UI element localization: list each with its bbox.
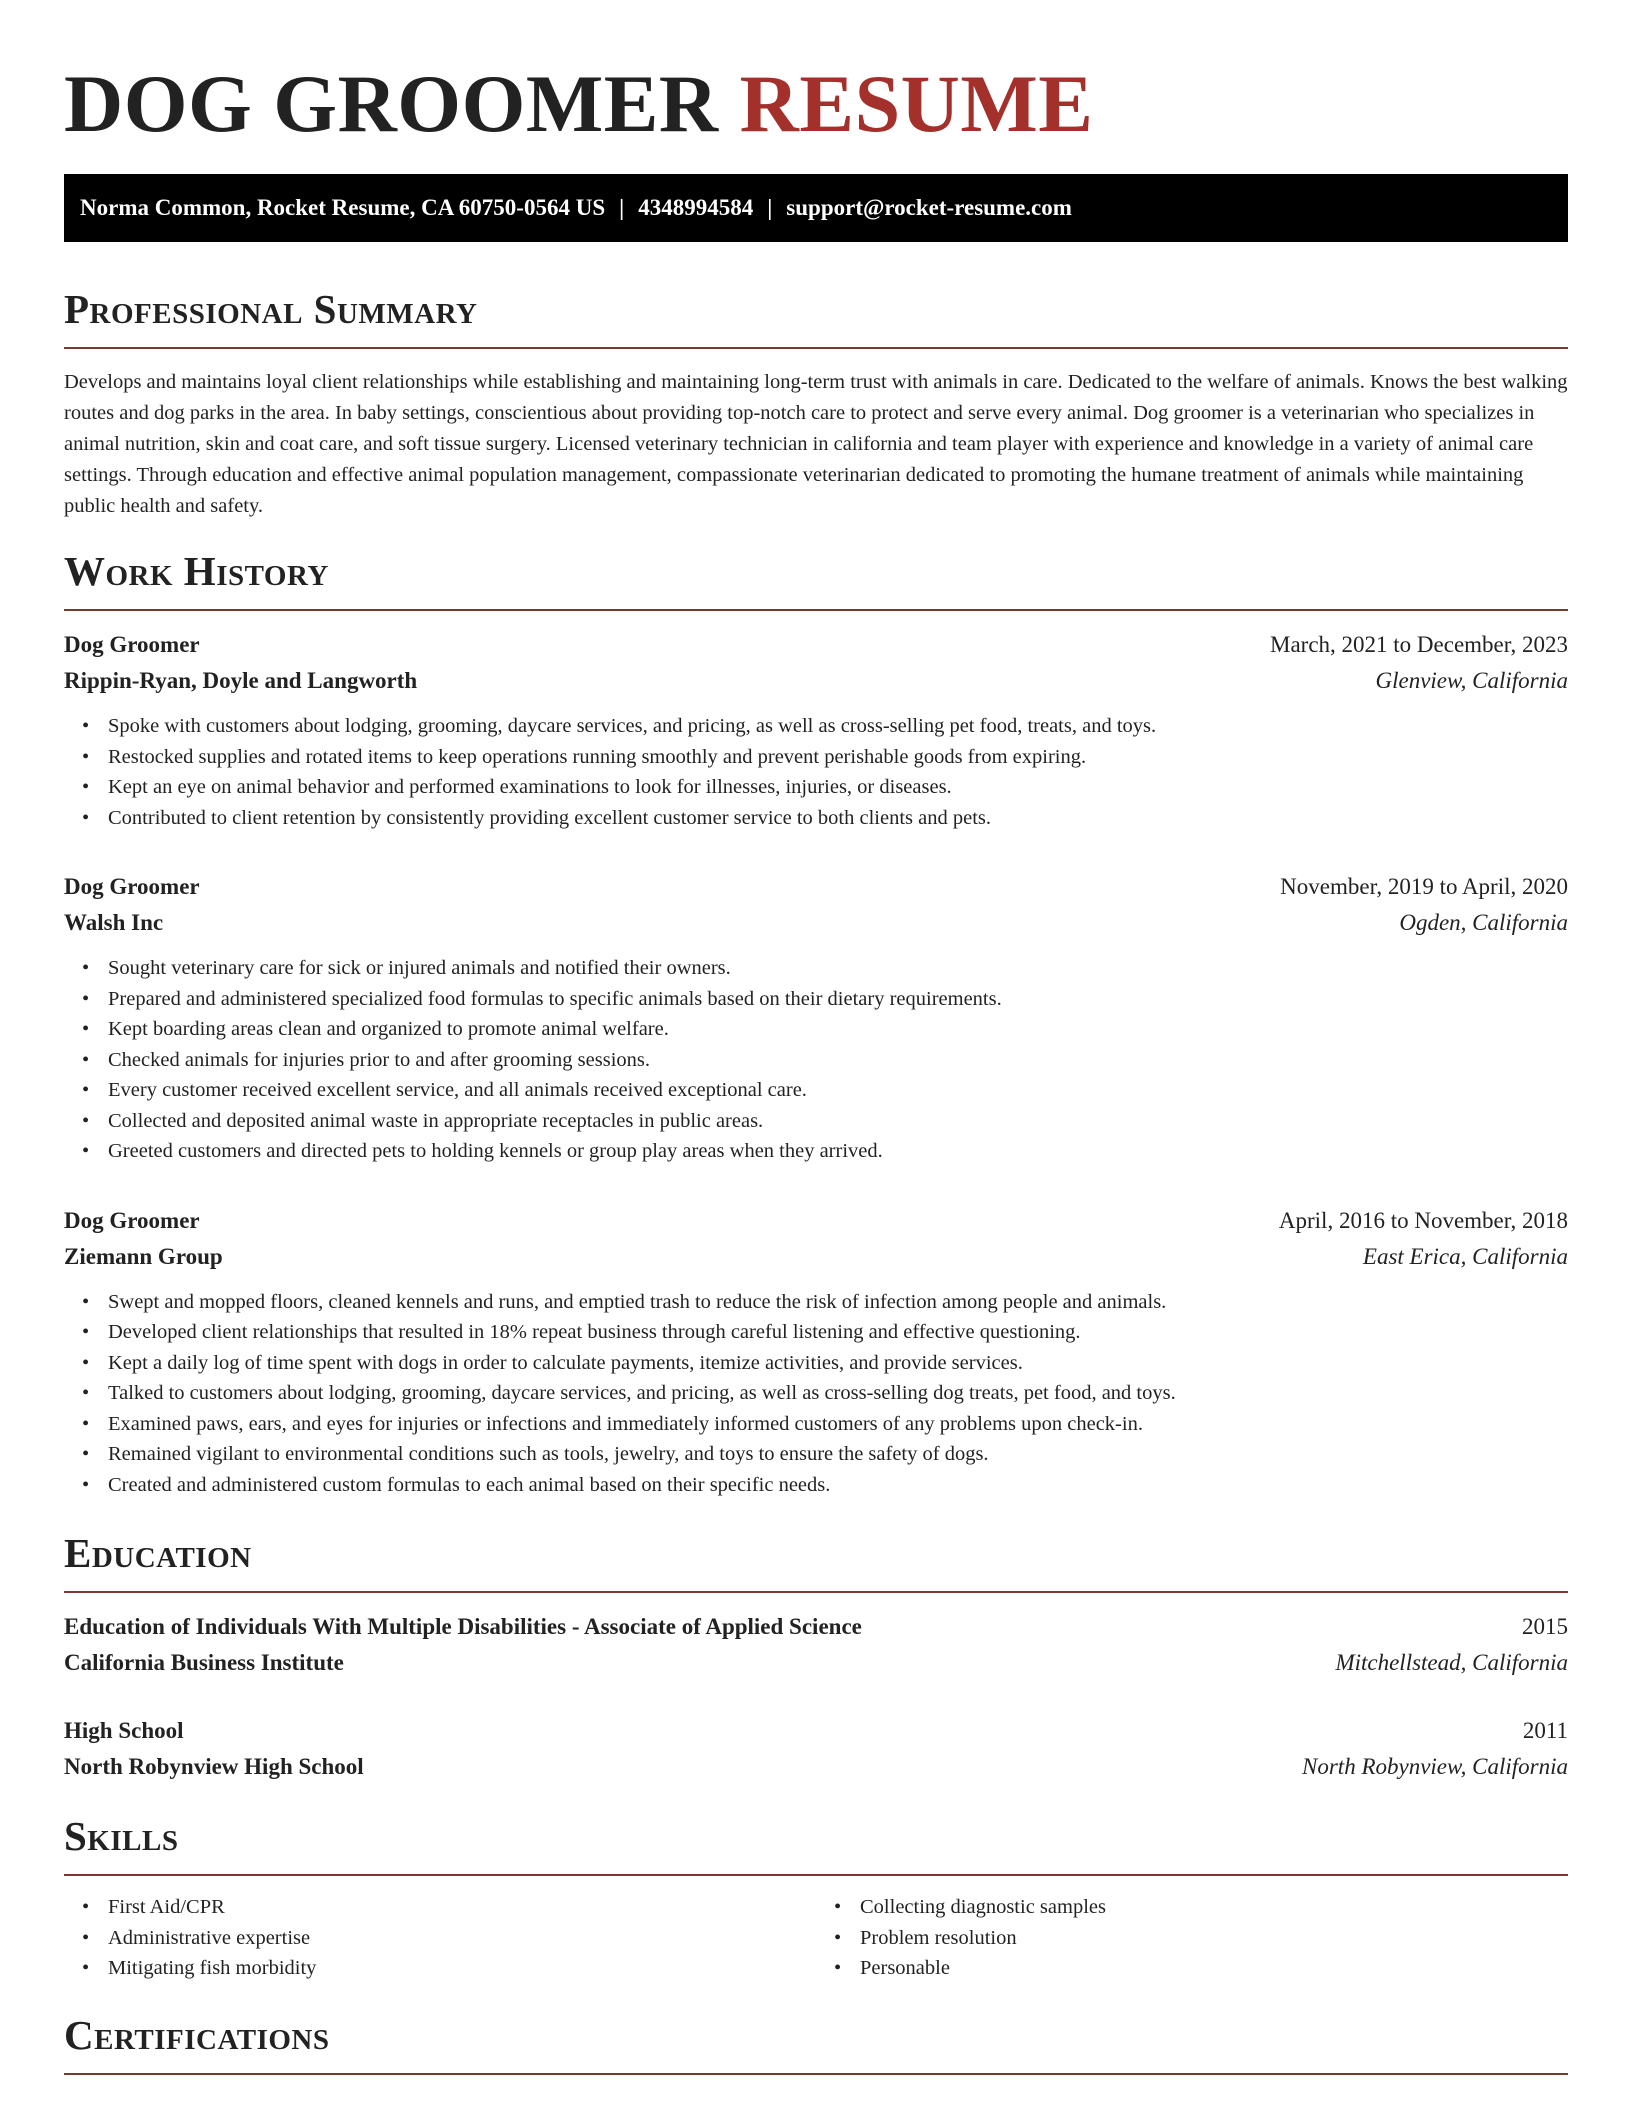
skills-columns xyxy=(64,1892,1568,1984)
contact-address: Norma Common, Rocket Resume, CA 60750-0564 US xyxy=(80,195,606,220)
job-bullet: • Swept and mopped floors, cleaned kennels and runs, and emptied trash to reduce the risk of infection among people and animals. xyxy=(108,1287,1568,1318)
title-main: DOG GROOMER xyxy=(64,58,719,149)
job-bullet: • Developed client relationships that resulted in 18% repeat business through careful listening and effective questioning. xyxy=(108,1317,1568,1348)
job-title: Dog Groomer xyxy=(64,632,200,657)
section-heading-summary: Professional Summary xyxy=(64,286,478,332)
job-bullet: • Restocked supplies and rotated items to keep operations running smoothly and prevent perishable goods from expiring. xyxy=(108,742,1568,773)
job-bullet: • Sought veterinary care for sick or injured animals and notified their owners. xyxy=(108,953,1568,984)
job-location: East Erica, California xyxy=(1362,1243,1568,1269)
section-heading-skills: Skills xyxy=(64,1813,179,1859)
title-accent: RESUME xyxy=(739,58,1094,149)
education-location: Mitchellstead, California xyxy=(1335,1650,1568,1675)
education-school: California Business Institute xyxy=(64,1650,344,1675)
education-degree: Education of Individuals With Multiple Disabilities - Associate of Applied Science xyxy=(64,1614,862,1639)
summary-text: Develops and maintains loyal client relationships while establishing and maintaining long-term trust with animals in care. Dedicated to the welfare of animals. Knows the best walking routes and dog parks in the area. In baby settings, conscientious about providing top-notch care to protect and serve every animal. Dog groomer is a veterinarian who specializes in animal nutrition, skin and coat care, and soft tissue surgery. Licensed veterinary technician in california and team player with experience and knowledge in a variety of animal care settings. Through education and effective animal population management, compassionate veterinarian dedicated to promoting the humane treatment of animals while maintaining public health and safety. xyxy=(64,371,1568,517)
job-header-row xyxy=(64,627,1568,663)
education-section xyxy=(64,1528,1568,1785)
education-year: 2011 xyxy=(1522,1718,1568,1743)
job-entry xyxy=(64,1203,1568,1501)
job-bullet: • Kept an eye on animal behavior and performed examinations to look for illnesses, injuries, or diseases. xyxy=(108,772,1568,803)
job-bullet: • Greeted customers and directed pets to holding kennels or group play areas when they arrived. xyxy=(108,1136,1568,1167)
work-history-section xyxy=(64,546,1568,1500)
job-entry xyxy=(64,869,1568,1167)
job-header-row xyxy=(64,1203,1568,1239)
contact-separator: | xyxy=(619,195,625,220)
job-title: Dog Groomer xyxy=(64,874,200,899)
job-company-row xyxy=(64,905,1568,941)
contact-separator: | xyxy=(767,195,773,220)
education-header-row xyxy=(64,1609,1568,1645)
section-divider xyxy=(64,1591,1568,1593)
job-bullet: • Collected and deposited animal waste in appropriate receptacles in public areas. xyxy=(108,1106,1568,1137)
job-bullets xyxy=(64,1287,1568,1501)
job-company: Rippin-Ryan, Doyle and Langworth xyxy=(64,668,418,693)
job-bullet: • Talked to customers about lodging, grooming, daycare services, and pricing, as well as cross-selling dog treats, pet food, and toys. xyxy=(108,1378,1568,1409)
contact-email[interactable]: support@rocket-resume.com xyxy=(786,195,1072,220)
education-entry xyxy=(64,1713,1568,1785)
skill-item: • Personable xyxy=(860,1953,1568,1984)
job-bullet: • Kept boarding areas clean and organized to promote animal welfare. xyxy=(108,1014,1568,1045)
education-school-row xyxy=(64,1749,1568,1785)
job-entry xyxy=(64,627,1568,833)
job-title: Dog Groomer xyxy=(64,1207,200,1233)
education-school-row xyxy=(64,1645,1568,1681)
education-entry xyxy=(64,1609,1568,1681)
section-divider xyxy=(64,347,1568,349)
job-header-row xyxy=(64,869,1568,905)
contact-phone: 4348994584 xyxy=(638,195,754,220)
job-bullet: • Prepared and administered specialized food formulas to specific animals based on their dietary requirements. xyxy=(108,984,1568,1015)
section-heading-certifications: Certifications xyxy=(64,2011,330,2058)
job-location: Glenview, California xyxy=(1375,668,1568,693)
skills-list-left xyxy=(64,1892,816,1984)
job-company: Walsh Inc xyxy=(64,910,164,935)
skill-item: • Administrative expertise xyxy=(108,1923,816,1954)
job-bullet: • Every customer received excellent service, and all animals received exceptional care. xyxy=(108,1075,1568,1106)
job-dates: April, 2016 to November, 2018 xyxy=(1278,1207,1568,1233)
education-year: 2015 xyxy=(1522,1614,1568,1639)
education-school: North Robynview High School xyxy=(64,1754,364,1779)
contact-bar xyxy=(64,174,1568,242)
section-heading-education: Education xyxy=(64,1530,252,1576)
job-bullet: • Kept a daily log of time spent with dogs in order to calculate payments, itemize activities, and provide services. xyxy=(108,1348,1568,1379)
job-bullets xyxy=(64,711,1568,833)
job-bullet: • Created and administered custom formulas to each animal based on their specific needs. xyxy=(108,1470,1568,1501)
education-degree: High School xyxy=(64,1718,184,1743)
skill-item: • Mitigating fish morbidity xyxy=(108,1953,816,1984)
job-bullet: • Spoke with customers about lodging, grooming, daycare services, and pricing, as well as cross-selling pet food, treats, and toys. xyxy=(108,711,1568,742)
skills-list-right xyxy=(816,1892,1568,1984)
skills-section xyxy=(64,1811,1568,1984)
job-company-row xyxy=(64,663,1568,699)
job-bullet: • Remained vigilant to environmental conditions such as tools, jewelry, and toys to ensure the safety of dogs. xyxy=(108,1439,1568,1470)
skill-item: • Collecting diagnostic samples xyxy=(860,1892,1568,1923)
certifications-section xyxy=(64,2010,1568,2075)
section-divider xyxy=(64,609,1568,611)
resume-title xyxy=(64,58,1568,150)
job-dates: March, 2021 to December, 2023 xyxy=(1270,632,1568,657)
skill-item: • First Aid/CPR xyxy=(108,1892,816,1923)
job-bullet: • Examined paws, ears, and eyes for injuries or infections and immediately informed customers of any problems upon check-in. xyxy=(108,1409,1568,1440)
job-location: Ogden, California xyxy=(1399,910,1568,935)
skill-item: • Problem resolution xyxy=(860,1923,1568,1954)
job-dates: November, 2019 to April, 2020 xyxy=(1280,874,1568,899)
section-divider xyxy=(64,2073,1568,2075)
job-bullet: • Checked animals for injuries prior to and after grooming sessions. xyxy=(108,1045,1568,1076)
job-bullet: • Contributed to client retention by consistently providing excellent customer service to both clients and pets. xyxy=(108,803,1568,834)
section-heading-work: Work History xyxy=(64,548,329,594)
job-bullets xyxy=(64,953,1568,1167)
education-header-row xyxy=(64,1713,1568,1749)
section-divider xyxy=(64,1874,1568,1876)
education-location: North Robynview, California xyxy=(1302,1754,1568,1779)
job-company-row xyxy=(64,1239,1568,1275)
summary-section xyxy=(64,284,1568,522)
job-company: Ziemann Group xyxy=(64,1243,223,1269)
